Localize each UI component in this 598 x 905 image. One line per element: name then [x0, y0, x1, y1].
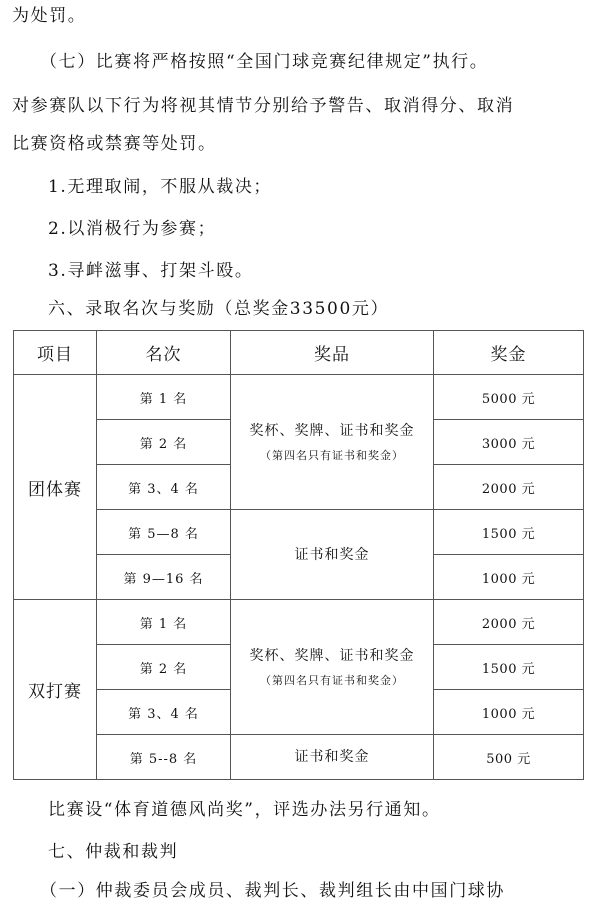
header-cell: 奖金 — [434, 331, 584, 375]
header-cell: 名次 — [97, 331, 231, 375]
rank-cell: 第 2 名 — [97, 645, 231, 690]
section-heading: 六、录取名次与奖励（总奖金33500元） — [48, 299, 390, 319]
amount-cell: 2000 元 — [434, 465, 584, 510]
table-row — [14, 735, 584, 780]
text-line: 比赛资格或禁赛等处罚。 — [12, 134, 217, 154]
rank-cell: 第 9—16 名 — [97, 555, 231, 600]
rank-cell: 第 5--8 名 — [97, 735, 231, 780]
text-line: 比赛设“体育道德风尚奖”，评选办法另行通知。 — [48, 800, 441, 820]
table-row — [14, 375, 584, 420]
header-cell: 奖品 — [231, 331, 434, 375]
text-line: 对参赛队以下行为将视其情节分别给予警告、取消得分、取消 — [12, 96, 515, 116]
section-heading: 七、仲裁和裁判 — [48, 842, 179, 862]
amount-cell: 1000 元 — [434, 555, 584, 600]
prize-table — [13, 330, 584, 780]
prize-text: 奖杯、奖牌、证书和奖金 — [249, 648, 415, 664]
rank-cell: 第 5—8 名 — [97, 510, 231, 555]
prize-cell: 证书和奖金 — [231, 735, 434, 780]
amount-cell: 1000 元 — [434, 690, 584, 735]
text-line: （一）仲裁委员会成员、裁判长、裁判组长由中国门球协 — [40, 881, 505, 901]
amount-cell: 3000 元 — [434, 420, 584, 465]
prize-cell — [231, 375, 434, 510]
rank-cell: 第 3、4 名 — [97, 690, 231, 735]
rank-cell: 第 2 名 — [97, 420, 231, 465]
list-item: 3.寻衅滋事、打架斗殴。 — [48, 261, 254, 281]
prize-cell: 证书和奖金 — [231, 510, 434, 600]
text-line: （七）比赛将严格按照“全国门球竞赛纪律规定”执行。 — [40, 52, 489, 72]
list-item: 1.无理取闹，不服从裁决； — [48, 177, 273, 197]
amount-cell: 500 元 — [434, 735, 584, 780]
text-line: 为处罚。 — [12, 6, 87, 26]
amount-cell: 1500 元 — [434, 645, 584, 690]
prize-note: （第四名只有证书和奖金） — [260, 674, 404, 687]
header-cell: 项目 — [14, 331, 97, 375]
rank-cell: 第 1 名 — [97, 600, 231, 645]
prize-text: 奖杯、奖牌、证书和奖金 — [249, 423, 415, 439]
prize-cell — [231, 600, 434, 735]
table-row — [14, 510, 584, 555]
prize-note: （第四名只有证书和奖金） — [260, 449, 404, 462]
table-header-row — [14, 331, 584, 375]
rank-cell: 第 3、4 名 — [97, 465, 231, 510]
rank-cell: 第 1 名 — [97, 375, 231, 420]
amount-cell: 2000 元 — [434, 600, 584, 645]
amount-cell: 5000 元 — [434, 375, 584, 420]
category-cell: 双打赛 — [14, 600, 97, 780]
category-cell: 团体赛 — [14, 375, 97, 600]
list-item: 2.以消极行为参赛； — [48, 219, 217, 239]
table-row — [14, 600, 584, 645]
amount-cell: 1500 元 — [434, 510, 584, 555]
